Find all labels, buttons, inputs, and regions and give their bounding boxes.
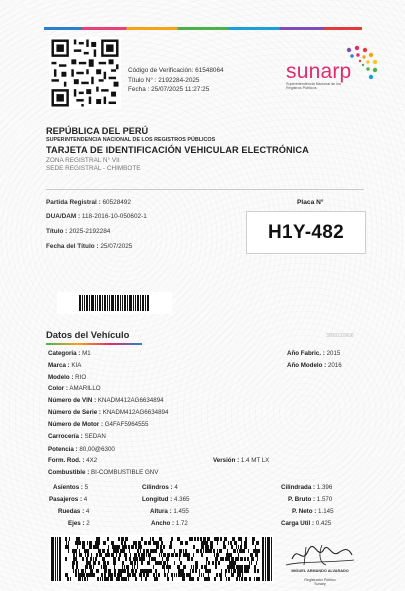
- partida-label: Partida Registral :: [46, 199, 101, 206]
- cilindros-field: [142, 484, 178, 491]
- titulo-value: 2025-2192284: [69, 228, 111, 235]
- verification-title-no: Título N° : 2192284-2025: [128, 76, 200, 84]
- categoria-value: M1: [82, 350, 91, 357]
- longitud-field: [142, 496, 189, 503]
- modelo-field: [48, 374, 86, 381]
- serie-value: KNADM412AG6634894: [102, 409, 169, 416]
- altura-field: [150, 508, 189, 515]
- verification-date: Fecha : 25/07/2025 11:27:25: [128, 86, 210, 94]
- ruedas-value: 4: [85, 508, 90, 515]
- fecha-value: 25/07/2025: [100, 243, 133, 250]
- marca-label: Marca :: [48, 362, 70, 369]
- carga-util-field: [281, 520, 331, 527]
- partida-row: [46, 199, 131, 206]
- asientos-value: 5: [84, 484, 89, 491]
- p-neto-label: P. Neto :: [292, 508, 317, 515]
- cilindrada-label: Cilindrada :: [281, 484, 316, 491]
- motor-field: [48, 421, 148, 428]
- serie-field: [48, 409, 168, 416]
- signer-name: MIGUEL ARMANDO ALVARADO: [291, 569, 349, 573]
- sunarp-wordmark: sunarp: [286, 60, 352, 83]
- ano-fabric-label: Año Fabric. :: [287, 350, 325, 357]
- marca-value: KIA: [71, 362, 82, 369]
- country-name: REPÚBLICA DEL PERÚ: [46, 126, 149, 136]
- version-label: Versión :: [213, 457, 240, 464]
- serie-label: Número de Serie :: [48, 409, 101, 416]
- divider: [46, 189, 364, 190]
- cilindros-label: Cilindros :: [142, 484, 173, 491]
- asientos-field: [53, 484, 88, 491]
- pasajeros-field: [49, 496, 87, 503]
- document-heading: [46, 126, 366, 172]
- sunarp-logo: [272, 44, 382, 94]
- dua-row: [46, 213, 147, 220]
- verification-info: [128, 66, 224, 95]
- placa-value: H1Y-482: [246, 211, 366, 254]
- potencia-value: 80,00@6300: [79, 446, 115, 453]
- form-rod-field: [48, 457, 97, 464]
- ano-fabric-value: 2015: [326, 350, 341, 357]
- vin-label: Número de VIN :: [48, 397, 97, 404]
- cilindrada-value: 1.396: [316, 484, 333, 491]
- version-field: [213, 457, 269, 464]
- combustible-field: [48, 469, 158, 476]
- ano-fabric-field: [287, 350, 340, 357]
- altura-value: 1.455: [173, 508, 189, 515]
- carroceria-label: Carrocería :: [48, 433, 83, 440]
- p-bruto-label: P. Bruto :: [288, 496, 316, 503]
- ancho-label: Ancho :: [151, 520, 175, 527]
- placa-label: Placa N°: [297, 199, 324, 206]
- categoria-field: [48, 350, 91, 357]
- pasajeros-label: Pasajeros :: [49, 496, 83, 503]
- vin-field: [48, 397, 164, 404]
- p-bruto-field: [288, 496, 332, 503]
- longitud-label: Longitud :: [142, 496, 173, 503]
- signer-role: [283, 578, 357, 586]
- modelo-label: Modelo :: [48, 374, 74, 381]
- cilindros-value: 4: [174, 484, 178, 491]
- color-label: Color :: [48, 385, 68, 392]
- ano-modelo-label: Año Modelo :: [287, 362, 327, 369]
- zone-name: ZONA REGISTRAL N° VII: [46, 157, 120, 164]
- form-rod-value: 4X2: [86, 457, 98, 464]
- altura-label: Altura :: [150, 508, 172, 515]
- motor-label: Número de Motor :: [48, 421, 103, 428]
- pdf417-barcode: [49, 535, 274, 583]
- version-value: 1.4 MT LX: [240, 457, 270, 464]
- ancho-field: [151, 520, 188, 527]
- ruedas-field: [58, 508, 89, 515]
- carroceria-field: [48, 433, 106, 440]
- p-neto-value: 1.145: [318, 508, 334, 515]
- categoria-label: Categoría :: [48, 350, 81, 357]
- p-bruto-value: 1.570: [316, 496, 333, 503]
- verification-code: Código de Verificación: 61548064: [128, 67, 224, 74]
- ejes-field: [68, 520, 90, 527]
- cilindrada-field: [281, 484, 332, 491]
- barcode: [57, 292, 172, 314]
- asientos-label: Asientos :: [53, 484, 83, 491]
- ano-modelo-field: [287, 362, 342, 369]
- color-bar: [44, 27, 362, 30]
- combustible-label: Combustible :: [48, 469, 90, 476]
- motor-value: G4FAF5964555: [104, 421, 149, 428]
- section-title: Datos del Vehículo: [46, 329, 130, 340]
- longitud-value: 4.365: [173, 496, 190, 503]
- titulo-row: [46, 228, 110, 235]
- signature: [278, 535, 362, 583]
- ruedas-label: Ruedas :: [58, 508, 85, 515]
- fecha-label: Fecha del Título :: [46, 243, 99, 250]
- signer-role-title: Registrador Público: [304, 578, 336, 582]
- ejes-label: Ejes :: [68, 520, 85, 527]
- ancho-value: 1.72: [175, 520, 188, 527]
- p-neto-field: [292, 508, 334, 515]
- signer-role-place: Sunarp: [314, 582, 326, 586]
- marca-field: [48, 362, 81, 369]
- titulo-label: Título :: [46, 228, 68, 235]
- potencia-label: Potencia :: [48, 446, 78, 453]
- document-title: TARJETA DE IDENTIFICACIÓN VEHICULAR ELECTRÓNICA: [46, 145, 309, 155]
- pasajeros-value: 4: [83, 496, 88, 503]
- carga-util-value: 0.425: [315, 520, 332, 527]
- document-number: 3000210606: [326, 333, 354, 339]
- sede-name: SEDE REGISTRAL - CHIMBOTE: [46, 165, 141, 172]
- agency-name: SUPERINTENDENCIA NACIONAL DE LOS REGISTROS PÚBLICOS: [46, 137, 216, 143]
- section-underline: [46, 343, 142, 345]
- sunarp-subtitle: Superintendencia Nacional de los Registros Públicos: [286, 82, 341, 91]
- dua-value: 118-2016-10-050602-1: [81, 213, 147, 220]
- combustible-value: BI-COMBUSTIBLE GNV: [90, 469, 159, 476]
- carroceria-value: SEDAN: [84, 433, 106, 440]
- partida-value: 60528492: [102, 199, 131, 206]
- vin-value: KNADM412AG6634894: [97, 397, 164, 404]
- form-rod-label: Form. Rod. :: [48, 457, 85, 464]
- ano-modelo-value: 2016: [327, 362, 342, 369]
- carga-util-label: Carga Util :: [281, 520, 315, 527]
- modelo-value: RIO: [75, 374, 87, 381]
- dua-label: DUA/DAM :: [46, 213, 81, 220]
- fecha-row: [46, 243, 132, 250]
- color-field: [48, 385, 101, 392]
- color-value: AMARILLO: [69, 385, 101, 392]
- potencia-field: [48, 446, 115, 453]
- ejes-value: 2: [86, 520, 90, 527]
- qr-code: [49, 37, 121, 109]
